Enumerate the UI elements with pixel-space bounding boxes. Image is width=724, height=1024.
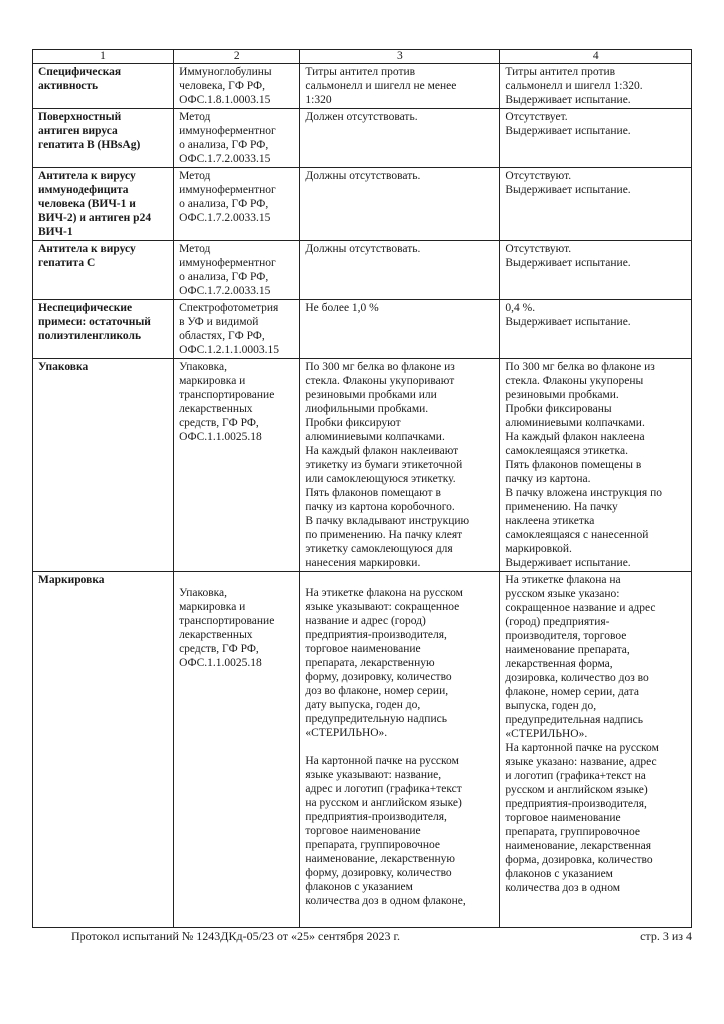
table-row (33, 168, 692, 241)
indicator-name: Неспецифические примеси: остаточный полиэтиленгликоль (33, 300, 174, 359)
page-number: стр. 3 из 4 (640, 929, 692, 943)
column-header-4: 4 (500, 50, 692, 64)
requirement: Титры антител против сальмонелл и шигелл не менее 1:320 (300, 64, 500, 109)
table-row (33, 359, 692, 572)
indicator-name: Поверхностный антиген вируса гепатита В (HBsAg) (33, 109, 174, 168)
requirement: Должен отсутствовать. (300, 109, 500, 168)
table-row (33, 64, 692, 109)
test-method: Метод иммуноферментног о анализа, ГФ РФ, ОФС.1.7.2.0033.15 (174, 168, 300, 241)
requirement: На этикетке флакона на русском языке указывают: сокращенное название и адрес (город) предприятия-производителя, торговое наименование препарата, лекарственную форму, дозировку, количество доз во флаконе, номер серии, дату выпуска, годен до, предупредительную надпись «СТЕРИЛЬНО». На картонной пачке на русском языке указывают: название, адрес и логотип (графика+текст на русском и английском языке) предприятия-производителя, торговое наименование препарата, группировочное наименование, лекарственную форму, дозировку, количество флаконов с указанием количества доз в одном флаконе, (300, 572, 500, 928)
test-result: Титры антител против сальмонелл и шигелл 1:320. Выдерживает испытание. (500, 64, 692, 109)
indicator-name: Маркировка (33, 572, 174, 928)
test-method: Упаковка, маркировка и транспортирование лекарственных средств, ГФ РФ, ОФС.1.1.0025.18 (174, 572, 300, 928)
column-header-1: 1 (33, 50, 174, 64)
test-result: Отсутствуют. Выдерживает испытание. (500, 168, 692, 241)
test-method: Упаковка, маркировка и транспортирование лекарственных средств, ГФ РФ, ОФС.1.1.0025.18 (174, 359, 300, 572)
table-header-row (33, 50, 692, 64)
indicator-name: Антитела к вирусу иммунодефицита человека (ВИЧ-1 и ВИЧ-2) и антиген р24 ВИЧ-1 (33, 168, 174, 241)
test-result: Отсутствуют. Выдерживает испытание. (500, 241, 692, 300)
test-method: Метод иммуноферментног о анализа, ГФ РФ, ОФС.1.7.2.0033.15 (174, 241, 300, 300)
test-method: Спектрофотометрия в УФ и видимой областях, ГФ РФ, ОФС.1.2.1.1.0003.15 (174, 300, 300, 359)
test-result: 0,4 %. Выдерживает испытание. (500, 300, 692, 359)
test-result: Отсутствует. Выдерживает испытание. (500, 109, 692, 168)
test-result: По 300 мг белка во флаконе из стекла. Флаконы укупорены резиновыми пробками. Пробки фиксированы алюминиевыми колпачками. На каждый флакон наклеена самоклеящаяся этикетка. Пять флаконов помещены в пачку из картона. В пачку вложена инструкция по применению. На пачку наклеена этикетка самоклеящаяся с нанесенной маркировкой. Выдерживает испытание. (500, 359, 692, 572)
requirement: Должны отсутствовать. (300, 168, 500, 241)
test-result: На этикетке флакона на русском языке указано: сокращенное название и адрес (город) предприятия- производителя, торговое наименование препарата, лекарственная форма, дозировка, количество доз во флаконе, номер серии, дата выпуска, годен до, предупредительная надпись «СТЕРИЛЬНО». На картонной пачке на русском языке указано: название, адрес и логотип (графика+текст на русском и английском языке) предприятия-производителя, торговое наименование препарата, группировочное наименование, лекарственная форма, дозировка, количество флаконов с указанием количества доз в одном (500, 572, 692, 928)
table-row (33, 300, 692, 359)
table-row (33, 241, 692, 300)
indicator-name: Упаковка (33, 359, 174, 572)
requirement: Должны отсутствовать. (300, 241, 500, 300)
column-header-3: 3 (300, 50, 500, 64)
column-header-2: 2 (174, 50, 300, 64)
test-method: Метод иммуноферментног о анализа, ГФ РФ, ОФС.1.7.2.0033.15 (174, 109, 300, 168)
indicator-name: Антитела к вирусу гепатита С (33, 241, 174, 300)
requirement: Не более 1,0 % (300, 300, 500, 359)
table-row (33, 109, 692, 168)
indicator-name: Специфическая активность (33, 64, 174, 109)
protocol-reference: Протокол испытаний № 1243ДКд-05/23 от «25» сентября 2023 г. (71, 929, 401, 943)
specification-table (32, 49, 692, 928)
test-method: Иммуноглобулины человека, ГФ РФ, ОФС.1.8.1.0003.15 (174, 64, 300, 109)
requirement: По 300 мг белка во флаконе из стекла. Флаконы укупоривают резиновыми пробками или лиофильными пробками. Пробки фиксируют алюминиевыми колпачками. На каждый флакон наклеивают этикетку из бумаги этикеточной или самоклеющуюся этикетку. Пять флаконов помещают в пачку из картона коробочного. В пачку вкладывают инструкцию по применению. На пачку клеят этикетку самоклеющуюся для нанесения маркировки. (300, 359, 500, 572)
table-row (33, 572, 692, 928)
